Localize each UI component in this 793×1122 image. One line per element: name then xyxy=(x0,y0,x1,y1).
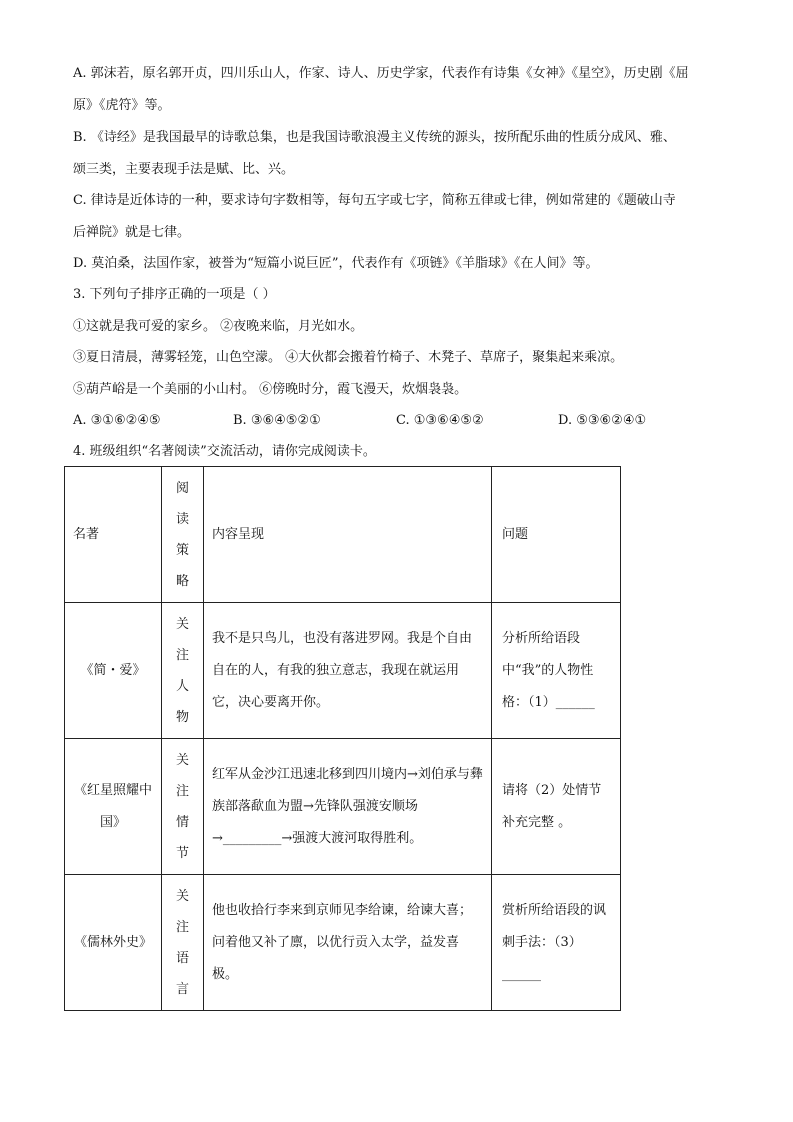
row-question: 赏析所给语段的讽刺手法：（3）______ xyxy=(492,875,621,1011)
option-b-line-2: 颂三类，主要表现手法是赋、比、兴。 xyxy=(73,162,295,177)
header-question: 问题 xyxy=(492,467,621,603)
sentence-3-4: ③夏日清晨，薄雾轻笼，山色空濛。 ④大伙都会搬着竹椅子、木凳子、草席子，聚集起来乘凉。 xyxy=(73,350,624,365)
reading-card-table xyxy=(64,466,621,1011)
table-row xyxy=(65,739,621,875)
option-a-line-1: A. 郭沫若，原名郭开贞，四川乐山人，作家、诗人、历史学家，代表作有诗集《女神》《星空》，历史剧《屈 xyxy=(73,66,689,81)
option-d-line: D. 莫泊桑，法国作家，被誉为“短篇小说巨匠”，代表作有《项链》《羊脂球》《在人间》等。 xyxy=(73,256,599,271)
option-c-line-1: C. 律诗是近体诗的一种，要求诗句字数相等，每句五字或七字，简称五律或七律，例如常建的《题破山寺 xyxy=(73,193,676,208)
sentence-1-2: ①这就是我可爱的家乡。 ②夜晚来临，月光如水。 xyxy=(73,319,364,334)
sentence-5-6: ⑤葫芦峪是一个美丽的小山村。 ⑥傍晚时分，霞飞漫天，炊烟袅袅。 xyxy=(73,382,468,397)
row-work: 《简・爱》 xyxy=(65,603,162,739)
row-work: 《红星照耀中国》 xyxy=(65,739,162,875)
row-strategy: 关注情节 xyxy=(162,739,204,875)
row-strategy: 关注语言 xyxy=(162,875,204,1011)
question-4-stem: 4. 班级组织“名著阅读”交流活动，请你完成阅读卡。 xyxy=(73,444,376,459)
option-b-line-1: B. 《诗经》是我国最早的诗歌总集，也是我国诗歌浪漫主义传统的源头，按所配乐曲的性质分成风、雅、 xyxy=(73,130,676,145)
row-content: 我不是只鸟儿，也没有落进罗网。我是个自由自在的人，有我的独立意志，我现在就运用它，决心要离开你。 xyxy=(204,603,492,739)
row-content: 他也收拾行李来到京师见李给谏，给谏大喜；问着他又补了廪，以优行贡入太学，益发喜极。 xyxy=(204,875,492,1011)
table-row xyxy=(65,875,621,1011)
table-header-row xyxy=(65,467,621,603)
header-strategy: 阅读策略 xyxy=(162,467,204,603)
row-work: 《儒林外史》 xyxy=(65,875,162,1011)
table-row xyxy=(65,603,621,739)
header-content: 内容呈现 xyxy=(204,467,492,603)
option-a-line-2: 原》《虎符》等。 xyxy=(73,98,171,113)
answer-option-b: B. ③⑥④⑤②① xyxy=(233,413,321,428)
header-work: 名著 xyxy=(65,467,162,603)
answer-option-d: D. ⑤③⑥②④① xyxy=(558,413,647,428)
row-content: 红军从金沙江迅速北移到四川境内→刘伯承与彝族部落歃血为盟→先锋队强渡安顺场→_________→强渡大渡河取得胜利。 xyxy=(204,739,492,875)
answer-option-a: A. ③①⑥②④⑤ xyxy=(73,413,161,428)
option-c-line-2: 后禅院》就是七律。 xyxy=(73,225,191,240)
row-question: 请将（2）处情节补充完整 。 xyxy=(492,739,621,875)
question-3-stem: 3. 下列句子排序正确的一项是（ ） xyxy=(73,287,276,302)
row-question: 分析所给语段中“我”的人物性格：（1）______ xyxy=(492,603,621,739)
question-3-options xyxy=(73,411,733,431)
answer-option-c: C. ①③⑥④⑤② xyxy=(396,413,484,428)
row-strategy: 关注人物 xyxy=(162,603,204,739)
